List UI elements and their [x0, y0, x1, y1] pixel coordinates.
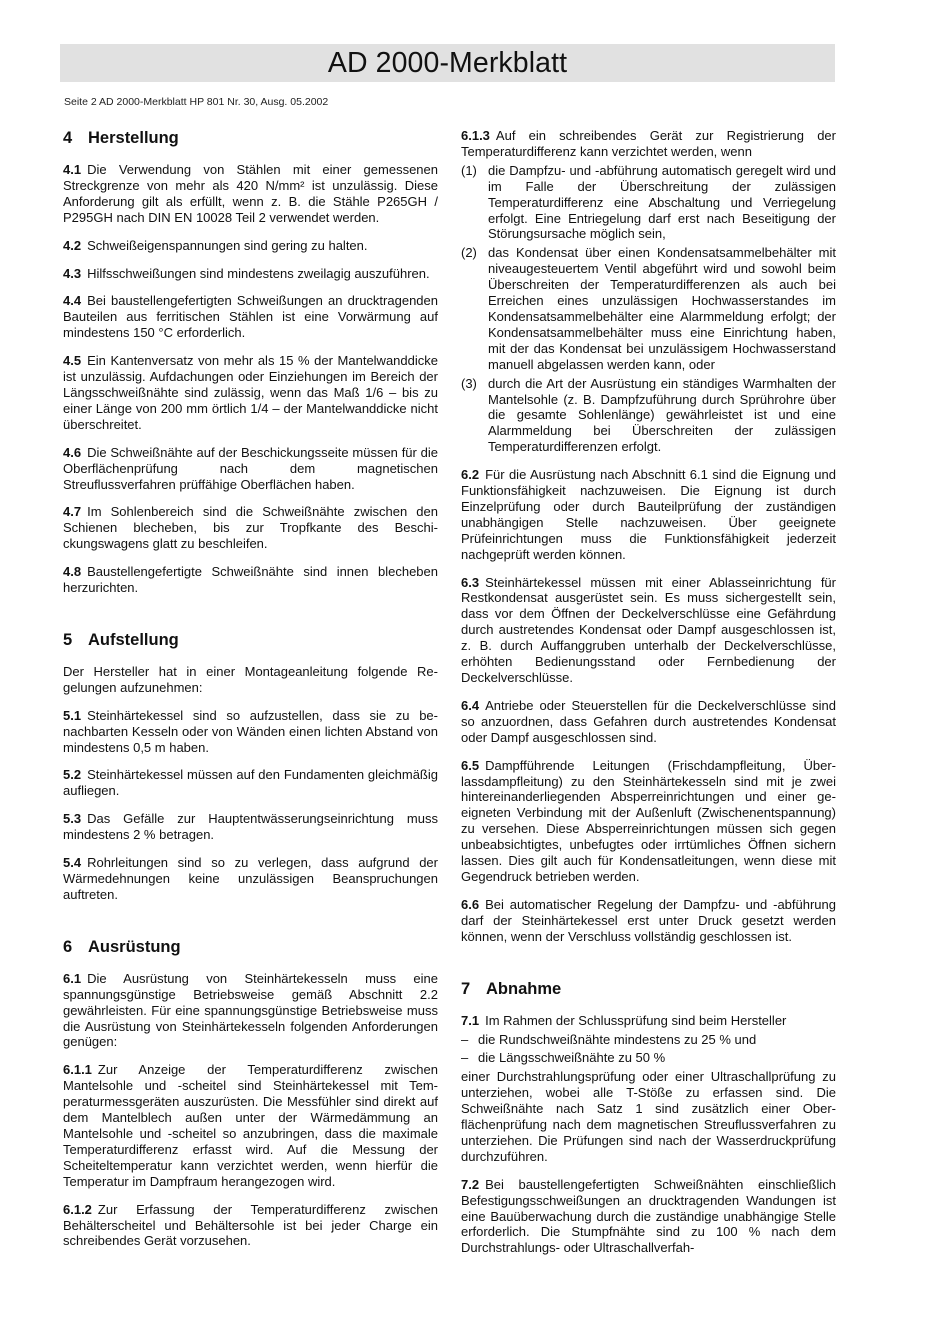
paragraph-6-2: 6.2 Für die Ausrüstung nach Abschnitt 6.1 sind die Eignung und Funktionsfähigkeit nachzuweisen. Die Eignung ist durch Einzelprüfung oder durch Bauteilprüfung der zuständigen unabhängigen Stelle nachzuweisen. Über geeignete Prüfeinrichtungen muss die Funktionsfähigkeit jederzeit nachgeprüft werden können.: [461, 467, 836, 562]
paragraph-4-2: 4.2 Schweißeigenspannungen sind gering zu halten.: [63, 237, 368, 253]
paragraph-6-4: 6.4 Antriebe oder Steuerstellen für die Deckelverschlüsse sind so anzuordnen, dass Gefahren durch austretendes Kondensat oder Dampf ausgeschlossen sind.: [461, 697, 836, 745]
paragraph-4-6: 4.6 Die Schweißnähte auf der Beschickungsseite müssen für die Oberflächenprüfung nach dem magnetischen Streuflussverfahren prüffähige Oberflächen haben.: [63, 444, 438, 492]
paragraph-4-7: 4.7 Im Sohlenbereich sind die Schweißnähte zwischen den Schienen blecheben, bis zur Tropfkante des Beschickungswagens glatt zu beschleifen.: [63, 504, 438, 552]
paragraph-6-1-2: 6.1.2 Zur Erfassung der Temperaturdifferenz zwischen Behälterscheitel und Behältersohle ist bei jeder Charge ein schreibendes Gerät vorzusehen.: [63, 1201, 438, 1249]
list-item: – die Längsschweißnähte zu 50 %: [461, 1050, 666, 1066]
paragraph-7-1: 7.1 Im Rahmen der Schlussprüfung sind beim Hersteller: [461, 1012, 787, 1028]
section-heading-5: 5 Aufstellung: [63, 630, 179, 649]
title-banner: [60, 44, 835, 82]
left-column: [63, 128, 438, 1261]
paragraph-5-1: 5.1 Steinhärtekessel sind so aufzustellen, dass sie zu benachbarten Kesseln oder von Wänden einen lichten Abstand von mindestens 0,5 m haben.: [63, 707, 438, 755]
list-item: (2) das Kondensat über einen Kondensatsammelbehälter mit niveaugesteuertem Ventil abgeführt wird und sowohl beim Überschreiten der Temperaturdifferenzen als auch bei Erreichen eines unzulässigen Hochwasserstandes im Kondensatsammelbehälter eine Alarmmeldung erfolgt; der Kondensatsammelbehälter muss eine Einrichtung haben, mit der das Kondensat bei unzulässigem Hochwasserstand manuell abgelassen werden kann, oder: [461, 245, 836, 372]
paragraph-7-2: 7.2 Bei baustellengefertigten Schweißnähten einschließlich Befestigungsschweißungen an drucktragenden Wandungen ist eine Bauüberwachung durch die zuständige unabhängige Stelle erforderlich. Die Stumpfnähte sind zu 100 % nach dem Durchstrahlungs- oder Ultraschallverfah-: [461, 1176, 836, 1256]
document-title: AD 2000-Merkblatt: [327, 46, 568, 79]
section-heading-4: 4 Herstellung: [63, 129, 179, 147]
paragraph-4-3: 4.3 Hilfsschweißungen sind mindestens zweilagig auszuführen.: [63, 265, 430, 281]
paragraph-4-8: 4.8 Baustellengefertigte Schweißnähte sind innen blecheben herzurichten.: [63, 564, 438, 596]
paragraph-6-1: 6.1 Die Ausrüstung von Steinhärtekesseln muss eine spannungsgünstige Betriebsweise gemäß Abschnitt 2.2 gewährleisten. Für eine spannungsgünstige Betriebsweise muss die Ausrüstung von Steinhärtekesseln folgenden Anforderungen genügen:: [63, 970, 438, 1050]
section-heading-6: 6 Ausrüstung: [63, 937, 181, 956]
page-meta: Seite 2 AD 2000-Merkblatt HP 801 Nr. 30, Ausg. 05.2002: [64, 96, 329, 108]
paragraph-6-1-3: 6.1.3 Auf ein schreibendes Gerät zur Registrierung der Temperaturdifferenz kann verzichtet werden, wenn: [461, 128, 836, 159]
list-item: (3) durch die Art der Ausrüstung ein ständiges Warmhalten der Mantelsohle (z. B. Dampfzuführung durch Sprührohre über die gesamte Sohlenlänge) gewährleistet ist und eine Alarmmeldung bei Überschreiten der zulässigen Temperaturdifferenzen erfolgt.: [461, 375, 836, 455]
paragraph-6-1-1: 6.1.1 Zur Anzeige der Temperaturdifferenz zwischen Mantelsohle und -scheitel sind Steinhärtekessel mit Temperaturmessgeräten auszurüsten. Die Messfühler sind direkt auf dem Mantelblech außen unter der Wärmedämmung an Mantelsohle und -scheitel so anzubringen, dass die maximale Temperaturdifferenz erfasst wird. Auf die Messung der Scheiteltemperatur kann verzichtet werden, wenn hierfür die Temperatur im Dampfraum herangezogen wird.: [63, 1062, 438, 1189]
section-heading-7: 7 Abnahme: [461, 979, 562, 998]
paragraph-4-1: 4.1 Die Verwendung von Stählen mit einer gemessenen Streckgrenze von mehr als 420 N/mm² ist unzulässig. Diese Anforderung gilt als erfüllt, wenn z. B. die Stähle P265GH / P295GH nach DIN EN 10028 Teil 2 verwendet werden.: [63, 162, 438, 225]
paragraph-7-1-continued: einer Durchstrahlungsprüfung oder einer Ultraschallprüfung zu unterziehen, wobei alle T-Stöße zu erfassen sind. Die Schweißnähte nach Satz 1 sind zusätzlich einer Oberflächenprüfung nach dem magnetischen Streuflussverfahren zu unterziehen. Die Prüfungen sind nach der Wasserdruckprüfung durchzuführen.: [461, 1069, 836, 1164]
paragraph-4-5: 4.5 Ein Kantenversatz von mehr als 15 % der Mantelwanddicke ist unzulässig. Aufdachungen oder Einziehungen im Bereich der Längsschweißnähte sind zulässig, wenn das Maß 1/6 – bis zu einer Länge von 200 mm örtlich 1/4 – der Mantelwanddicke nicht überschreitet.: [63, 353, 438, 432]
paragraph-6-6: 6.6 Bei automatischer Regelung der Dampfzu- und -abführung darf der Steinhärtekessel erst unter Druck gesetzt werden können, wenn der Verschluss vollständig geschlossen ist.: [461, 896, 836, 944]
right-column: [461, 128, 836, 1268]
paragraph-5-intro: Der Hersteller hat in einer Montageanleitung folgende Regelungen aufzunehmen:: [63, 663, 438, 695]
paragraph-6-5: 6.5 Dampfführende Leitungen (Frischdampfleitung, Überlassdampfleitung) zu den Steinhärtekesseln sind mit je zwei hintereinanderliegenden Absperreinrichtungen und einer geeigneten Verbindung mit der Außenluft (Zwischenentspannung) zu versehen. Diese Absperreinrichtungen müssen sich gegen unbeabsichtigtes, unbefugtes oder irrtümliches Öffnen sichern lassen. Dies gilt auch für Kondensatleitungen, wenn diese mit Gegendruck betrieben werden.: [461, 757, 836, 884]
paragraph-4-4: 4.4 Bei baustellengefertigten Schweißungen an drucktragenden Bauteilen aus ferritischen Stählen ist eine Vorwärmung auf mindestens 150 °C erforderlich.: [63, 293, 438, 341]
paragraph-6-3: 6.3 Steinhärtekessel müssen mit einer Ablasseinrichtung für Restkondensat ausgerüstet sein. Es muss sichergestellt sein, dass vor dem Öffnen der Deckelverschlüsse eine Gefährdung durch austretendes Kondensat oder Dampf ausgeschlossen ist, z. B. durch Auffanggruben unterhalb der Deckelverschlüsse, erhöhten Bedienungsstand oder Fernbedienung der Deckelverschlüsse.: [461, 574, 836, 685]
paragraph-5-2: 5.2 Steinhärtekessel müssen auf den Fundamenten gleichmäßig aufliegen.: [63, 767, 438, 799]
paragraph-5-3: 5.3 Das Gefälle zur Hauptentwässerungseinrichtung muss mindestens 2 % betragen.: [63, 811, 438, 843]
list-item: (1) die Dampfzu- und -abführung automatisch geregelt wird und im Falle der Überschreitung der zulässigen Temperaturdifferenz eine Abschaltung und Verriegelung erfolgt. Eine Entriegelung darf erst nach Beseitigung der Störungsursache möglich sein,: [461, 162, 836, 242]
list-item: – die Rundschweißnähte mindestens zu 25 % und: [461, 1031, 757, 1047]
paragraph-5-4: 5.4 Rohrleitungen sind so zu verlegen, dass aufgrund der Wärmedehnungen keine unzulässigen Beanspruchungen auftreten.: [63, 855, 438, 902]
